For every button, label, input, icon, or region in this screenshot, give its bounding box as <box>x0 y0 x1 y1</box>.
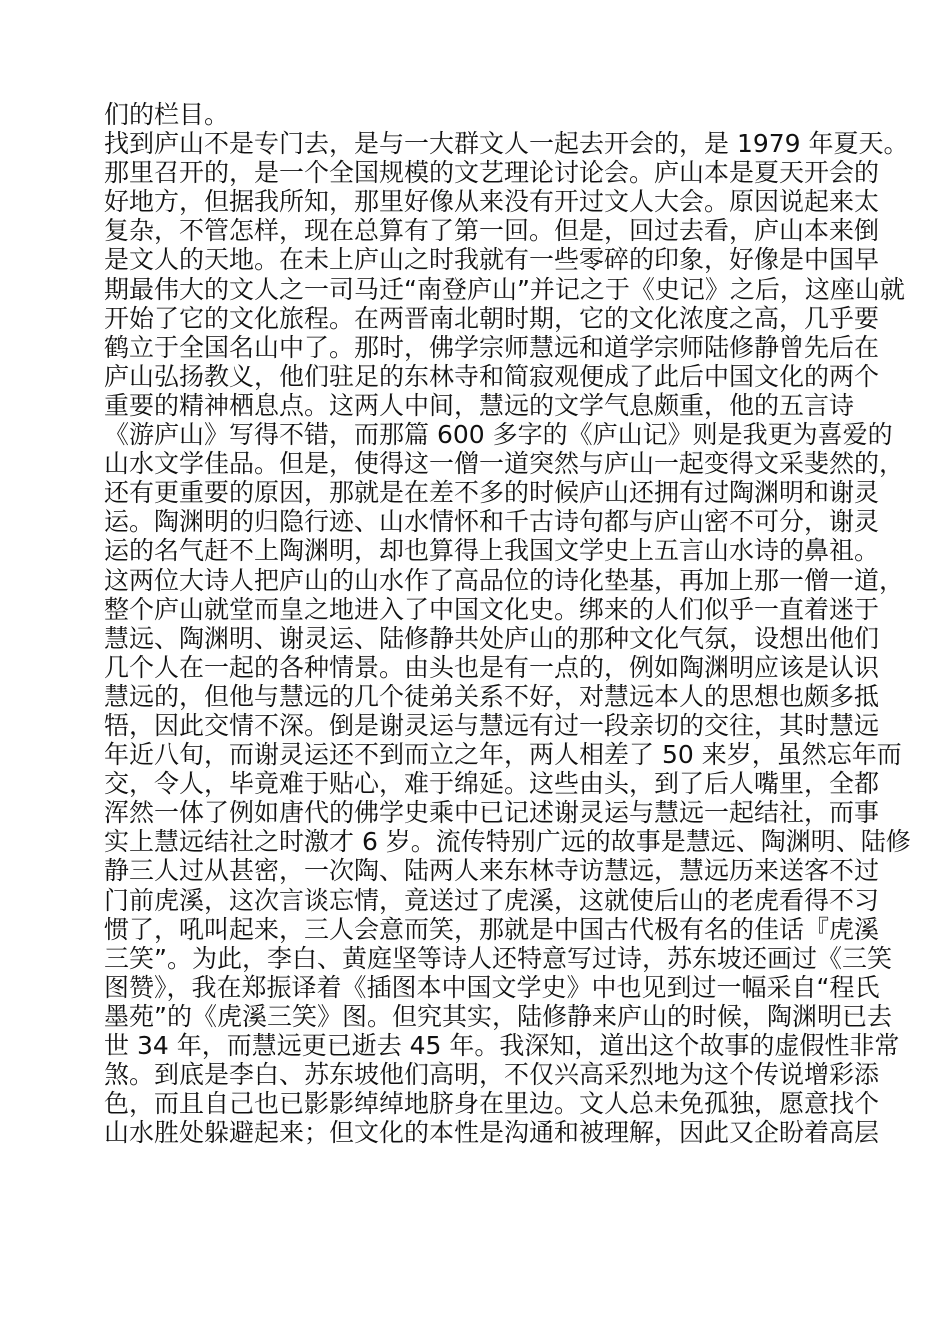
text-line: 整个庐山就堂而皇之地进入了中国文化史。绑来的人们似乎一直着迷于 <box>104 594 880 624</box>
body-text <box>104 100 911 1148</box>
text-line: 世 34 年，而慧远更已逝去 45 年。我深知，道出这个故事的虚假性非常 <box>104 1031 900 1060</box>
text-line: 静三人过从甚密，一次陶、陆两人来东林寺访慧远，慧远历来送客不过 <box>104 856 880 886</box>
text-line: 运。陶渊明的归隐行迹、山水情怀和千古诗句都与庐山密不可分，谢灵 <box>104 507 880 537</box>
text-line: 运的名气赶不上陶渊明，却也算得上我国文学史上五言山水诗的鼻祖。 <box>104 536 880 566</box>
text-line: 门前虎溪，这次言谈忘情，竟送过了虎溪，这就使后山的老虎看得不习 <box>104 885 880 915</box>
text-line: 交，令人，毕竟难于贴心，难于绵延。这些由头，到了后人嘴里，全都 <box>104 769 880 799</box>
text-line: 牾，因此交情不深。倒是谢灵运与慧远有过一段亲切的交往，其时慧远 <box>104 710 880 740</box>
text-line: 山水文学佳品。但是，使得这一僧一道突然与庐山一起变得文采斐然的， <box>104 449 905 479</box>
text-line: 几个人在一起的各种情景。由头也是有一点的，例如陶渊明应该是认识 <box>104 652 880 682</box>
text-line: 开始了它的文化旅程。在两晋南北朝时期，它的文化浓度之高，几乎要 <box>104 303 880 333</box>
text-line: 那里召开的，是一个全国规模的文艺理论讨论会。庐山本是夏天开会的 <box>104 158 880 188</box>
text-line: 是文人的天地。在未上庐山之时我就有一些零碎的印象，好像是中国早 <box>104 245 880 275</box>
text-line: 色，而且自己也已影影绰绰地脐身在里边。文人总未免孤独，愿意找个 <box>104 1089 880 1119</box>
text-line: 墨苑”的《虎溪三笑》图。但究其实，陆修静来庐山的时候，陶渊明已去 <box>104 1001 892 1031</box>
text-line: 期最伟大的文人之一司马迁“南登庐山”并记之于《史记》之后，这座山就 <box>104 274 905 304</box>
text-line: 好地方，但据我所知，那里好像从来没有开过文人大会。原因说起来太 <box>104 187 880 217</box>
text-line: 三笑”。为此，李白、黄庭坚等诗人还特意写过诗，苏东坡还画过《三笑 <box>104 943 892 973</box>
text-line: 这两位大诗人把庐山的山水作了高品位的诗化垫基，再加上那一僧一道， <box>104 565 905 595</box>
text-line: 实上慧远结社之时激才 6 岁。流传特别广远的故事是慧远、陶渊明、陆修 <box>104 827 911 857</box>
text-line: 复杂，不管怎样，现在总算有了第一回。但是，回过去看，庐山本来倒 <box>104 216 880 246</box>
text-line: 慧远的，但他与慧远的几个徒弟关系不好，对慧远本人的思想也颇多抵 <box>104 681 880 711</box>
text-line: 山水胜处躲避起来；但文化的本性是沟通和被理解，因此又企盼着高层 <box>104 1118 880 1148</box>
text-line: 鹤立于全国名山中了。那时，佛学宗师慧远和道学宗师陆修静曾先后在 <box>104 332 880 362</box>
text-line: 惯了，吼叫起来，三人会意而笑，那就是中国古代极有名的佳话『虎溪 <box>104 914 880 944</box>
text-line: 们的栏目。 <box>104 100 230 129</box>
text-line: 年近八旬，而谢灵运还不到而立之年，两人相差了 50 来岁，虽然忘年而 <box>104 740 902 770</box>
text-line: 庐山弘扬教义，他们驻足的东林寺和简寂观便成了此后中国文化的两个 <box>104 361 880 391</box>
text-line: 慧远、陶渊明、谢灵运、陆修静共处庐山的那种文化气氛，设想出他们 <box>104 623 880 653</box>
text-line: 图赞》，我在郑振译着《插图本中国文学史》中也见到过一幅采自“程氏 <box>104 972 880 1002</box>
text-line: 重要的精神栖息点。这两人中间，慧远的文学气息颇重，他的五言诗 <box>104 390 855 420</box>
text-line: 浑然一体了例如唐代的佛学史乘中已记述谢灵运与慧远一起结社，而事 <box>104 798 880 828</box>
text-line: 煞。到底是李白、苏东坡他们高明，不仅兴高采烈地为这个传说增彩添 <box>104 1060 880 1090</box>
text-line: 找到庐山不是专门去，是与一大群文人一起去开会的，是 1979 年夏天。 <box>104 129 909 159</box>
text-line: 《游庐山》写得不错，而那篇 600 多字的《庐山记》则是我更为喜爱的 <box>104 420 893 450</box>
text-line: 还有更重要的原因，那就是在差不多的时候庐山还拥有过陶渊明和谢灵 <box>104 478 880 508</box>
